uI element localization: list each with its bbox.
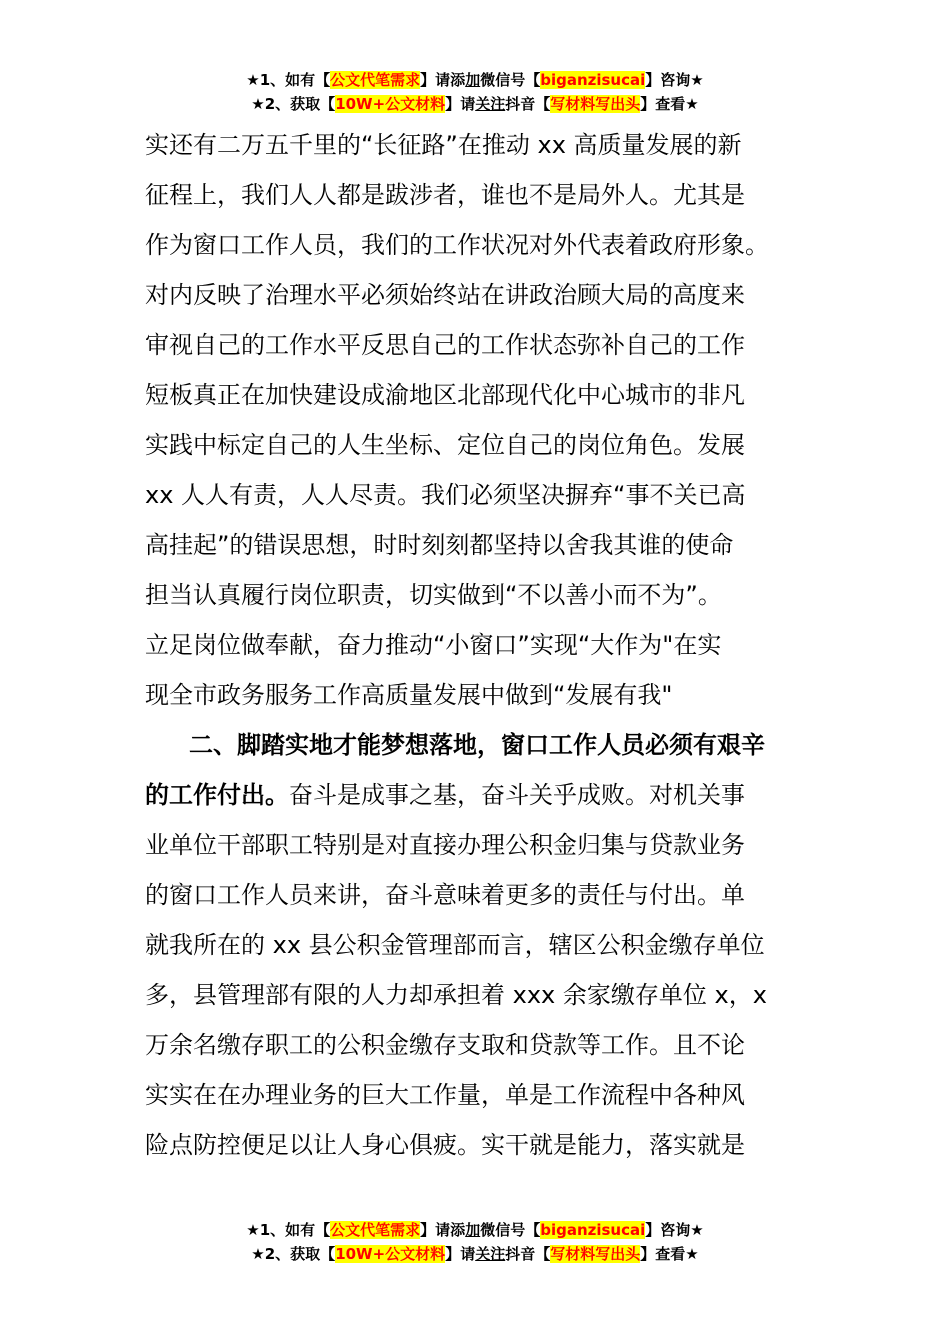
section-heading-end: 的工作付出。 — [145, 781, 289, 809]
banner-underlined-text: 关注 — [475, 1245, 506, 1263]
body-line: 短板真正在加快建设成渝地区北部现代化中心城市的非凡 — [145, 381, 745, 409]
body-line: 的窗口工作人员来讲，奋斗意味着更多的责任与付出。单 — [145, 881, 745, 909]
body-line: xx 人人有责，人人尽责。我们必须坚决摒弃“事不关已高 — [145, 481, 746, 509]
body-line: 高挂起”的错误思想，时时刻刻都坚持以舍我其谁的使命 — [145, 531, 734, 559]
body-line: 立足岗位做奉献，奋力推动“小窗口”实现“大作为"在实 — [145, 631, 722, 659]
banner-line-1 — [0, 1218, 950, 1242]
banner-highlight: 公文代笔需求 — [330, 1221, 421, 1239]
header-banner — [0, 68, 950, 116]
body-line: 审视自己的工作水平反思自己的工作状态弥补自己的工作 — [145, 331, 745, 359]
banner-highlight: biganzisucai — [540, 71, 646, 89]
document-body — [145, 120, 805, 1170]
body-line: 就我所在的 xx 县公积金管理部而言，辖区公积金缴存单位 — [145, 931, 765, 959]
body-line: 业单位干部职工特别是对直接办理公积金归集与贷款业务 — [145, 831, 745, 859]
banner-text: 】咨询★ — [645, 1221, 704, 1239]
banner-text: 】查看★ — [640, 95, 699, 113]
body-line: 实践中标定自己的人生坐标、定位自己的岗位角色。发展 — [145, 431, 745, 459]
banner-highlight: 10W+公文材料 — [335, 1245, 446, 1263]
banner-line-2 — [0, 92, 950, 116]
body-line: 担当认真履行岗位职责，切实做到“不以善小而不为”。 — [145, 581, 722, 609]
banner-text: 】请 — [445, 1245, 476, 1263]
banner-underlined-text: 加 — [465, 1221, 481, 1239]
banner-underlined-text: 加 — [465, 71, 481, 89]
body-line: 征程上，我们人人都是跋涉者，谁也不是局外人。尤其是 — [145, 181, 745, 209]
banner-highlight: biganzisucai — [540, 1221, 646, 1239]
banner-text: ★2、获取【 — [251, 95, 336, 113]
banner-highlight: 公文代笔需求 — [330, 71, 421, 89]
section-heading-continued — [145, 770, 805, 820]
footer-banner — [0, 1218, 950, 1266]
body-line: 实还有二万五千里的“长征路”在推动 xx 高质量发展的新 — [145, 131, 742, 159]
banner-highlight: 写材料写出头 — [550, 1245, 641, 1263]
banner-text: 微信号【 — [480, 71, 541, 89]
banner-text: 】查看★ — [640, 1245, 699, 1263]
banner-highlight: 写材料写出头 — [550, 95, 641, 113]
banner-text: 】咨询★ — [645, 71, 704, 89]
body-line: 万余名缴存职工的公积金缴存支取和贷款等工作。且不论 — [145, 1031, 745, 1059]
body-line: 现全市政务服务工作高质量发展中做到“发展有我" — [145, 681, 673, 709]
banner-text: 】请添 — [420, 71, 466, 89]
banner-text: 】请添 — [420, 1221, 466, 1239]
body-line-text: 奋斗是成事之基，奋斗关乎成败。对机关事 — [289, 781, 745, 809]
body-line: 实实在在办理业务的巨大工作量，单是工作流程中各种风 — [145, 1081, 745, 1109]
banner-line-2 — [0, 1242, 950, 1266]
body-line: 险点防控便足以让人身心俱疲。实干就是能力，落实就是 — [145, 1131, 745, 1159]
banner-text: 抖音【 — [505, 1245, 551, 1263]
body-line: 多，县管理部有限的人力却承担着 xxx 余家缴存单位 x，x — [145, 981, 767, 1009]
banner-text: 抖音【 — [505, 95, 551, 113]
body-line: 对内反映了治理水平必须始终站在讲政治顾大局的高度来 — [145, 281, 745, 309]
banner-underlined-text: 关注 — [475, 95, 506, 113]
body-line: 作为窗口工作人员，我们的工作状况对外代表着政府形象。 — [145, 231, 769, 259]
banner-text: ★1、如有【 — [246, 1221, 331, 1239]
banner-text: ★1、如有【 — [246, 71, 331, 89]
banner-highlight: 10W+公文材料 — [335, 95, 446, 113]
banner-line-1 — [0, 68, 950, 92]
section-heading: 二、脚踏实地才能梦想落地，窗口工作人员必须有艰辛 — [189, 731, 765, 759]
banner-text: 微信号【 — [480, 1221, 541, 1239]
banner-text: ★2、获取【 — [251, 1245, 336, 1263]
banner-text: 】请 — [445, 95, 476, 113]
